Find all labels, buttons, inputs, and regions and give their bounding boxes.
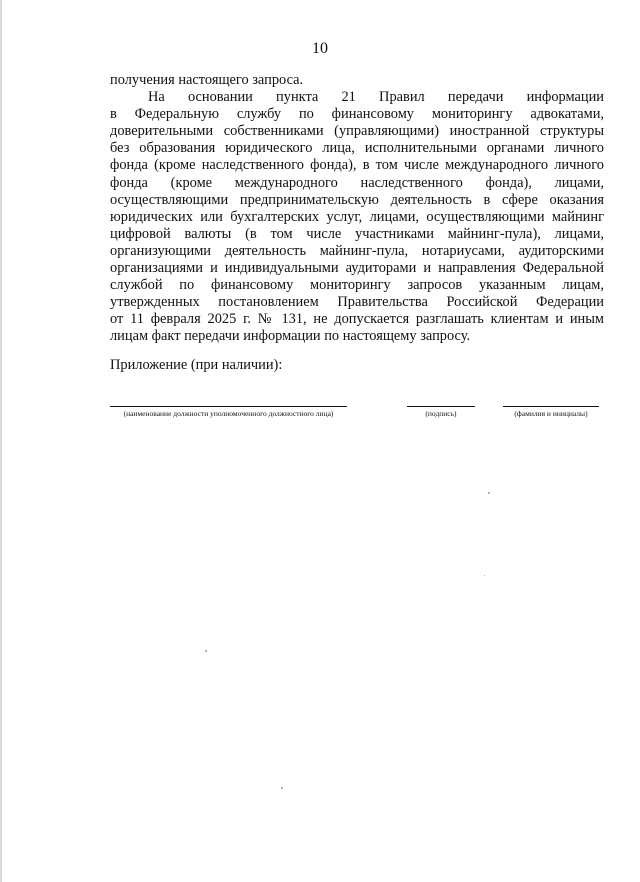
text-line: получения настоящего запроса. [110, 72, 304, 88]
scan-speck [205, 650, 207, 652]
text-line: в Федеральную службу по финансовому мониторингу адвокатами, [110, 106, 604, 123]
page-number: 10 [312, 40, 328, 57]
scan-speck [488, 492, 490, 494]
text-line: организующими деятельность майнинг-пула, нотариусами, аудиторскими [110, 242, 604, 259]
signature-line [407, 406, 475, 407]
text-line: юридических или бухгалтерских услуг, лицами, осуществляющими майнинг [110, 208, 604, 225]
text-line: На основании пункта 21 Правил передачи информации [148, 89, 604, 106]
text-line: организациями и индивидуальными аудиторами и направления Федеральной [110, 260, 604, 277]
request-body-text [110, 72, 604, 346]
text-line: фонда (кроме международного наследственного фонда), лицами, [110, 174, 604, 191]
page-edge [0, 0, 2, 882]
text-line: цифровой валюты (в том числе участниками майнинг-пула), лицами, [110, 225, 604, 242]
scan-speck [484, 575, 485, 576]
signature-line [110, 406, 347, 407]
text-line: фонда (кроме наследственного фонда), в том числе международного личного [110, 157, 604, 174]
scan-speck [281, 787, 283, 789]
signature-line [503, 406, 599, 407]
text-line: утвержденных постановлением Правительства Российской Федерации [110, 294, 604, 311]
text-line: от 11 февраля 2025 г. № 131, не допускается разглашать клиентам и иным [110, 311, 604, 328]
name-initials-caption: (фамилия и инициалы) [514, 409, 588, 418]
text-line: без образования юридического лица, исполнительными органами личного [110, 140, 604, 157]
text-line: доверительными собственниками (управляющими) иностранной структуры [110, 123, 604, 140]
attachment-label: Приложение (при наличии): [110, 357, 283, 373]
signature-field [407, 406, 475, 426]
name-initials-field [503, 406, 599, 426]
text-line: лицам факт передачи информации по настоящему запросу. [110, 328, 471, 345]
text-line: службой по финансовому мониторингу запросов указанным лицам, [110, 277, 604, 294]
text-line: осуществляющими предпринимательскую деятельность в сфере оказания [110, 191, 604, 208]
official-position-caption: (наименование должности уполномоченного должностного лица) [123, 409, 334, 418]
official-position-field [110, 406, 347, 426]
signature-caption: (подпись) [425, 409, 457, 418]
